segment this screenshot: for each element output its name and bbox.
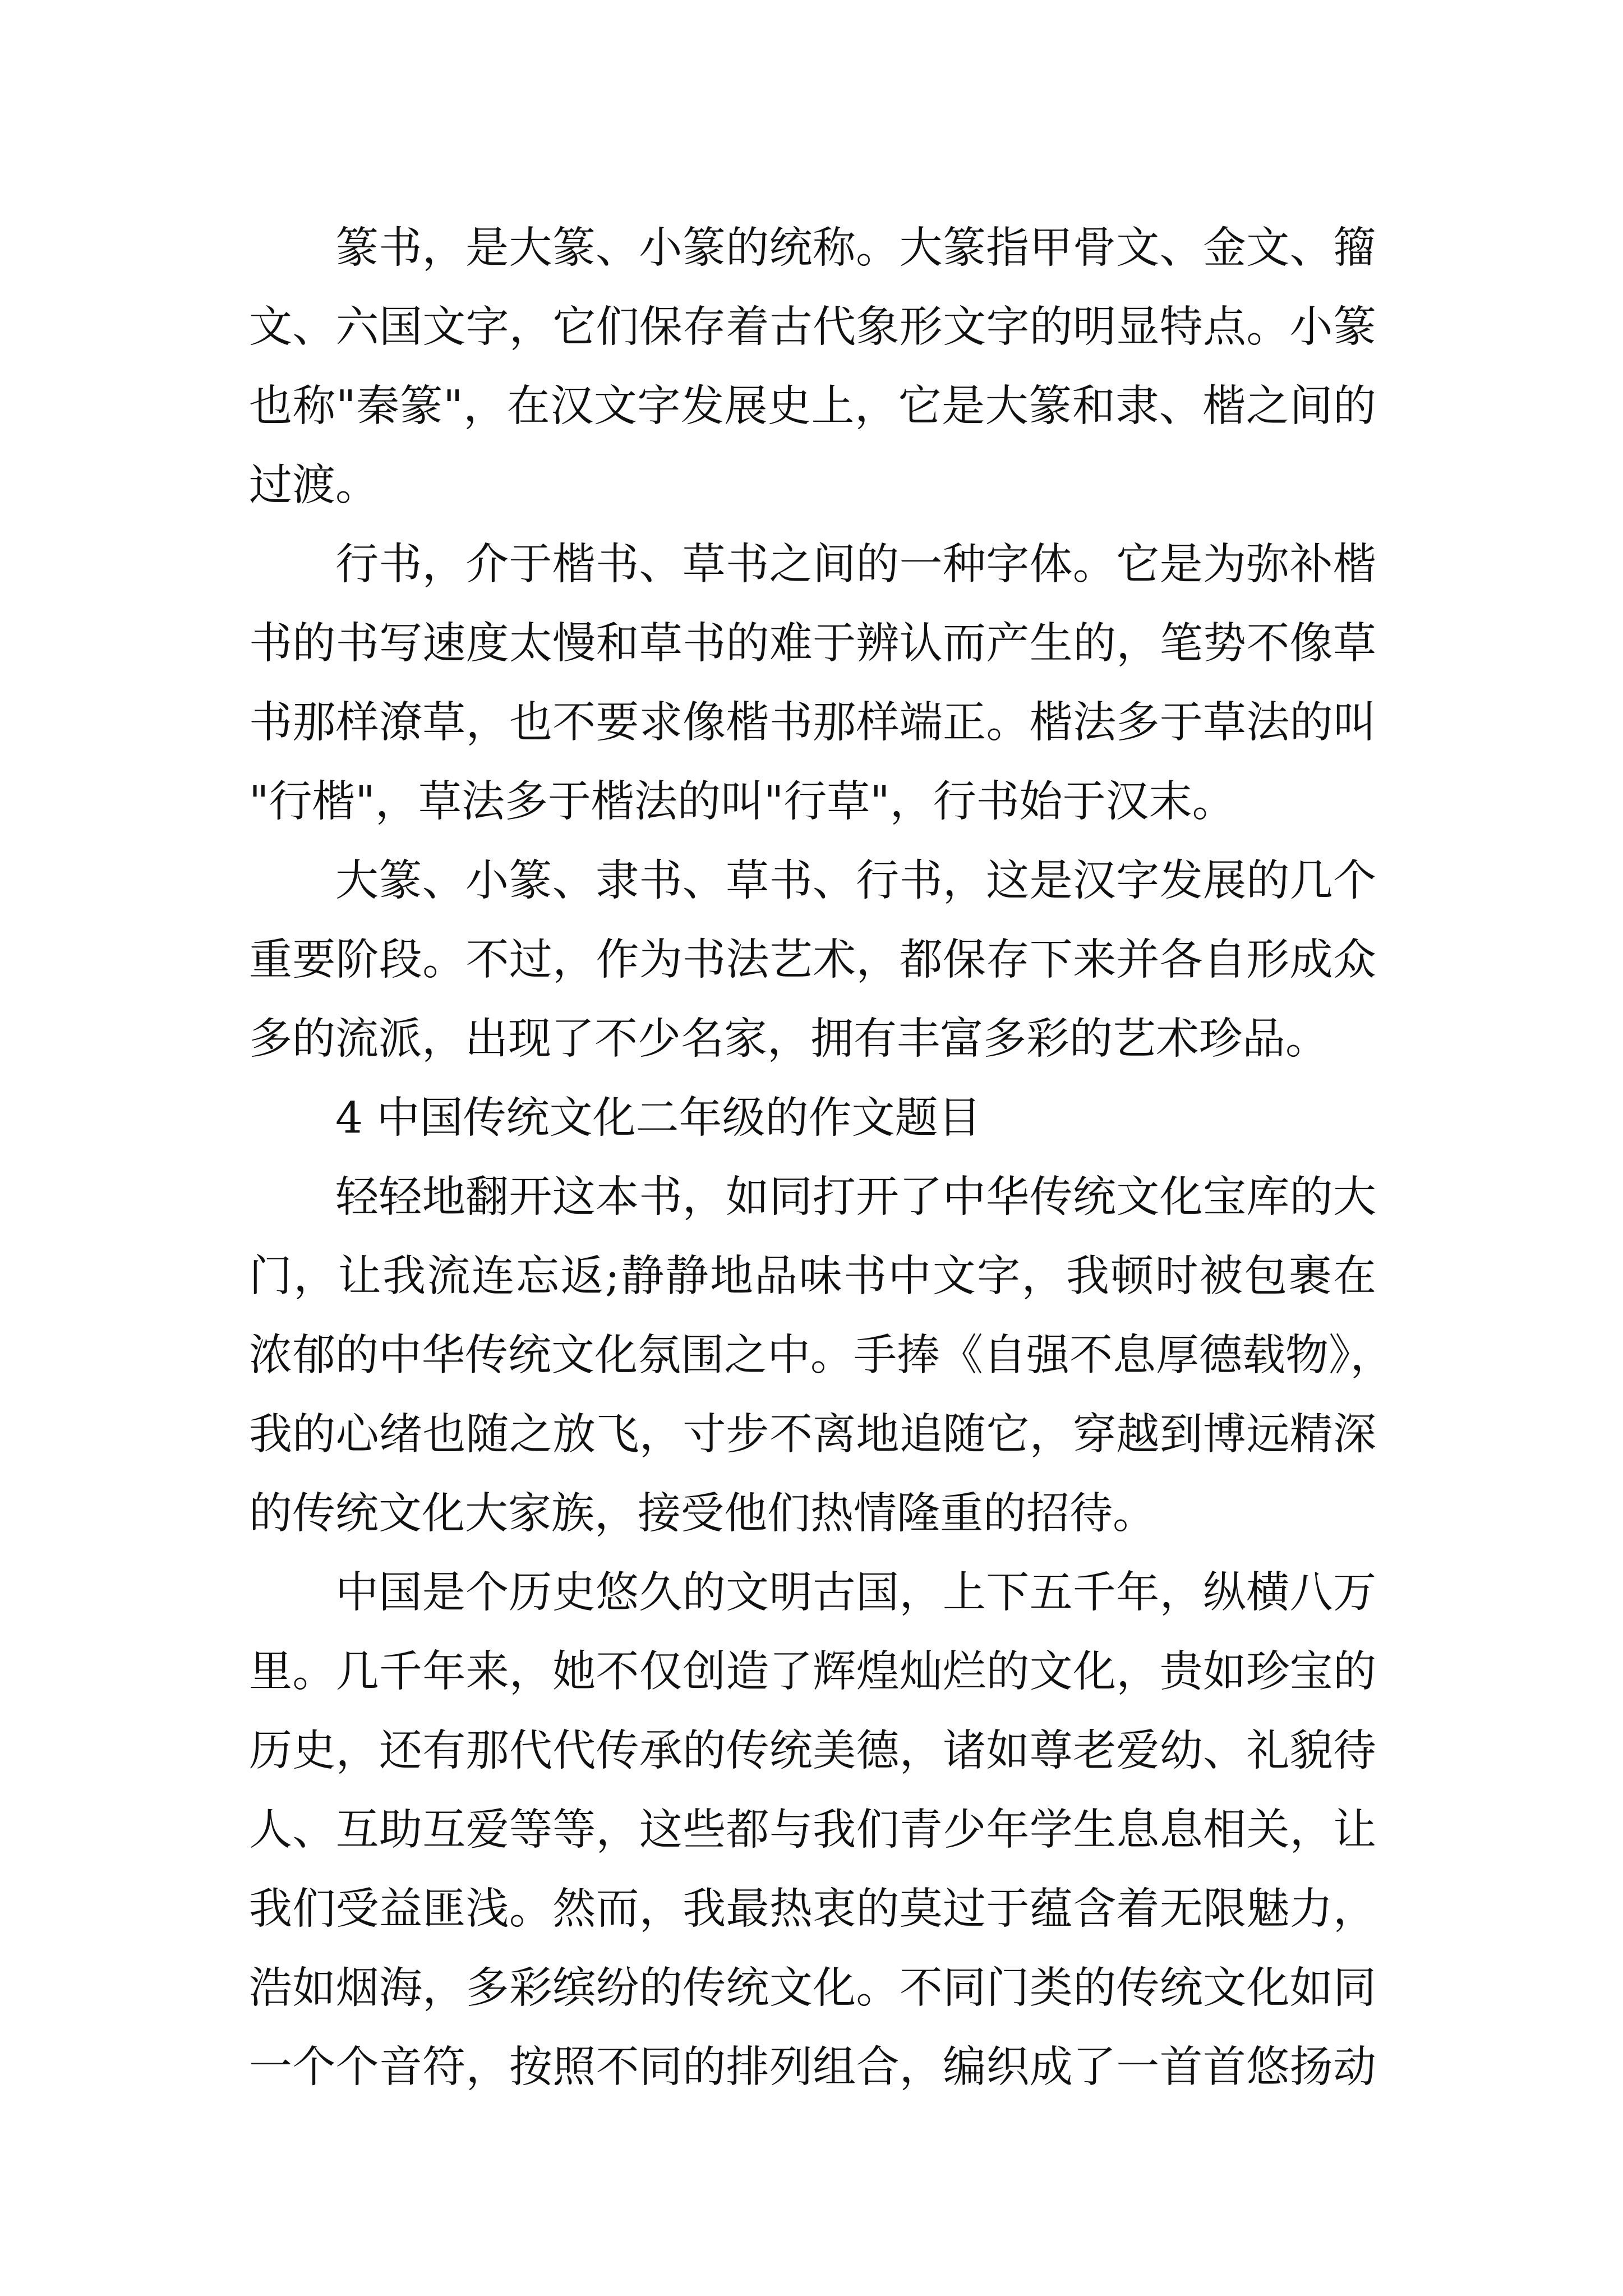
text-line: 我们受益匪浅。然而，我最热衷的莫过于蕴含着无限魅力，	[249, 1884, 1376, 1934]
text-line: 书那样潦草，也不要求像楷书那样端正。楷法多于草法的叫	[249, 698, 1376, 748]
text-line: 多的流派，出现了不少名家，拥有丰富多彩的艺术珍品。	[249, 1014, 1329, 1064]
text-line: 浓郁的中华传统文化氛围之中。手捧《自强不息厚德载物》，	[249, 1331, 1394, 1381]
section-heading: 4 中国传统文化二年级的作文题目	[335, 1093, 981, 1143]
text-line: 大篆、小篆、隶书、草书、行书，这是汉字发展的几个	[335, 856, 1376, 906]
text-line: 我的心绪也随之放飞，寸步不离地追随它，穿越到博远精深	[249, 1410, 1376, 1460]
text-line: 过渡。	[249, 461, 379, 510]
text-line: 文、六国文字，它们保存着古代象形文字的明显特点。小篆	[249, 302, 1376, 352]
document-page	[249, 209, 1394, 2107]
paragraph-stages	[249, 841, 1376, 1079]
text-line: 也称"秦篆"，在汉文字发展史上，它是大篆和隶、楷之间的	[249, 381, 1376, 431]
text-line: 里。几千年来，她不仅创造了辉煌灿烂的文化，贵如珍宝的	[249, 1647, 1376, 1697]
text-line: "行楷"，草法多于楷法的叫"行草"，行书始于汉末。	[249, 777, 1235, 827]
text-line: 中国是个历史悠久的文明古国，上下五千年，纵横八万	[335, 1568, 1376, 1618]
text-line: 浩如烟海，多彩缤纷的传统文化。不同门类的传统文化如同	[249, 1963, 1376, 2013]
paragraph-essay-body	[249, 1553, 1376, 2107]
text-line: 轻轻地翻开这本书，如同打开了中华传统文化宝库的大	[335, 1172, 1376, 1222]
text-line: 人、互助互爱等等，这些都与我们青少年学生息息相关，让	[249, 1805, 1376, 1855]
paragraph-essay-intro	[249, 1158, 1394, 1553]
text-line: 门，让我流连忘返;静静地品味书中文字，我顿时被包裹在	[249, 1251, 1376, 1301]
paragraph-xingshu	[249, 525, 1376, 841]
text-line: 一个个音符，按照不同的排列组合，编织成了一首首悠扬动	[249, 2042, 1376, 2092]
text-line: 的传统文化大家族，接受他们热情隆重的招待。	[249, 1489, 1156, 1539]
text-line: 重要阶段。不过，作为书法艺术，都保存下来并各自形成众	[249, 935, 1376, 985]
text-line: 历史，还有那代代传承的传统美德，诸如尊老爱幼、礼貌待	[249, 1726, 1376, 1776]
text-line: 行书，介于楷书、草书之间的一种字体。它是为弥补楷	[335, 540, 1376, 590]
text-line: 书的书写速度太慢和草书的难于辨认而产生的，笔势不像草	[249, 619, 1376, 669]
text-line: 篆书，是大篆、小篆的统称。大篆指甲骨文、金文、籀	[335, 223, 1376, 273]
paragraph-zhuanshu	[249, 209, 1376, 525]
